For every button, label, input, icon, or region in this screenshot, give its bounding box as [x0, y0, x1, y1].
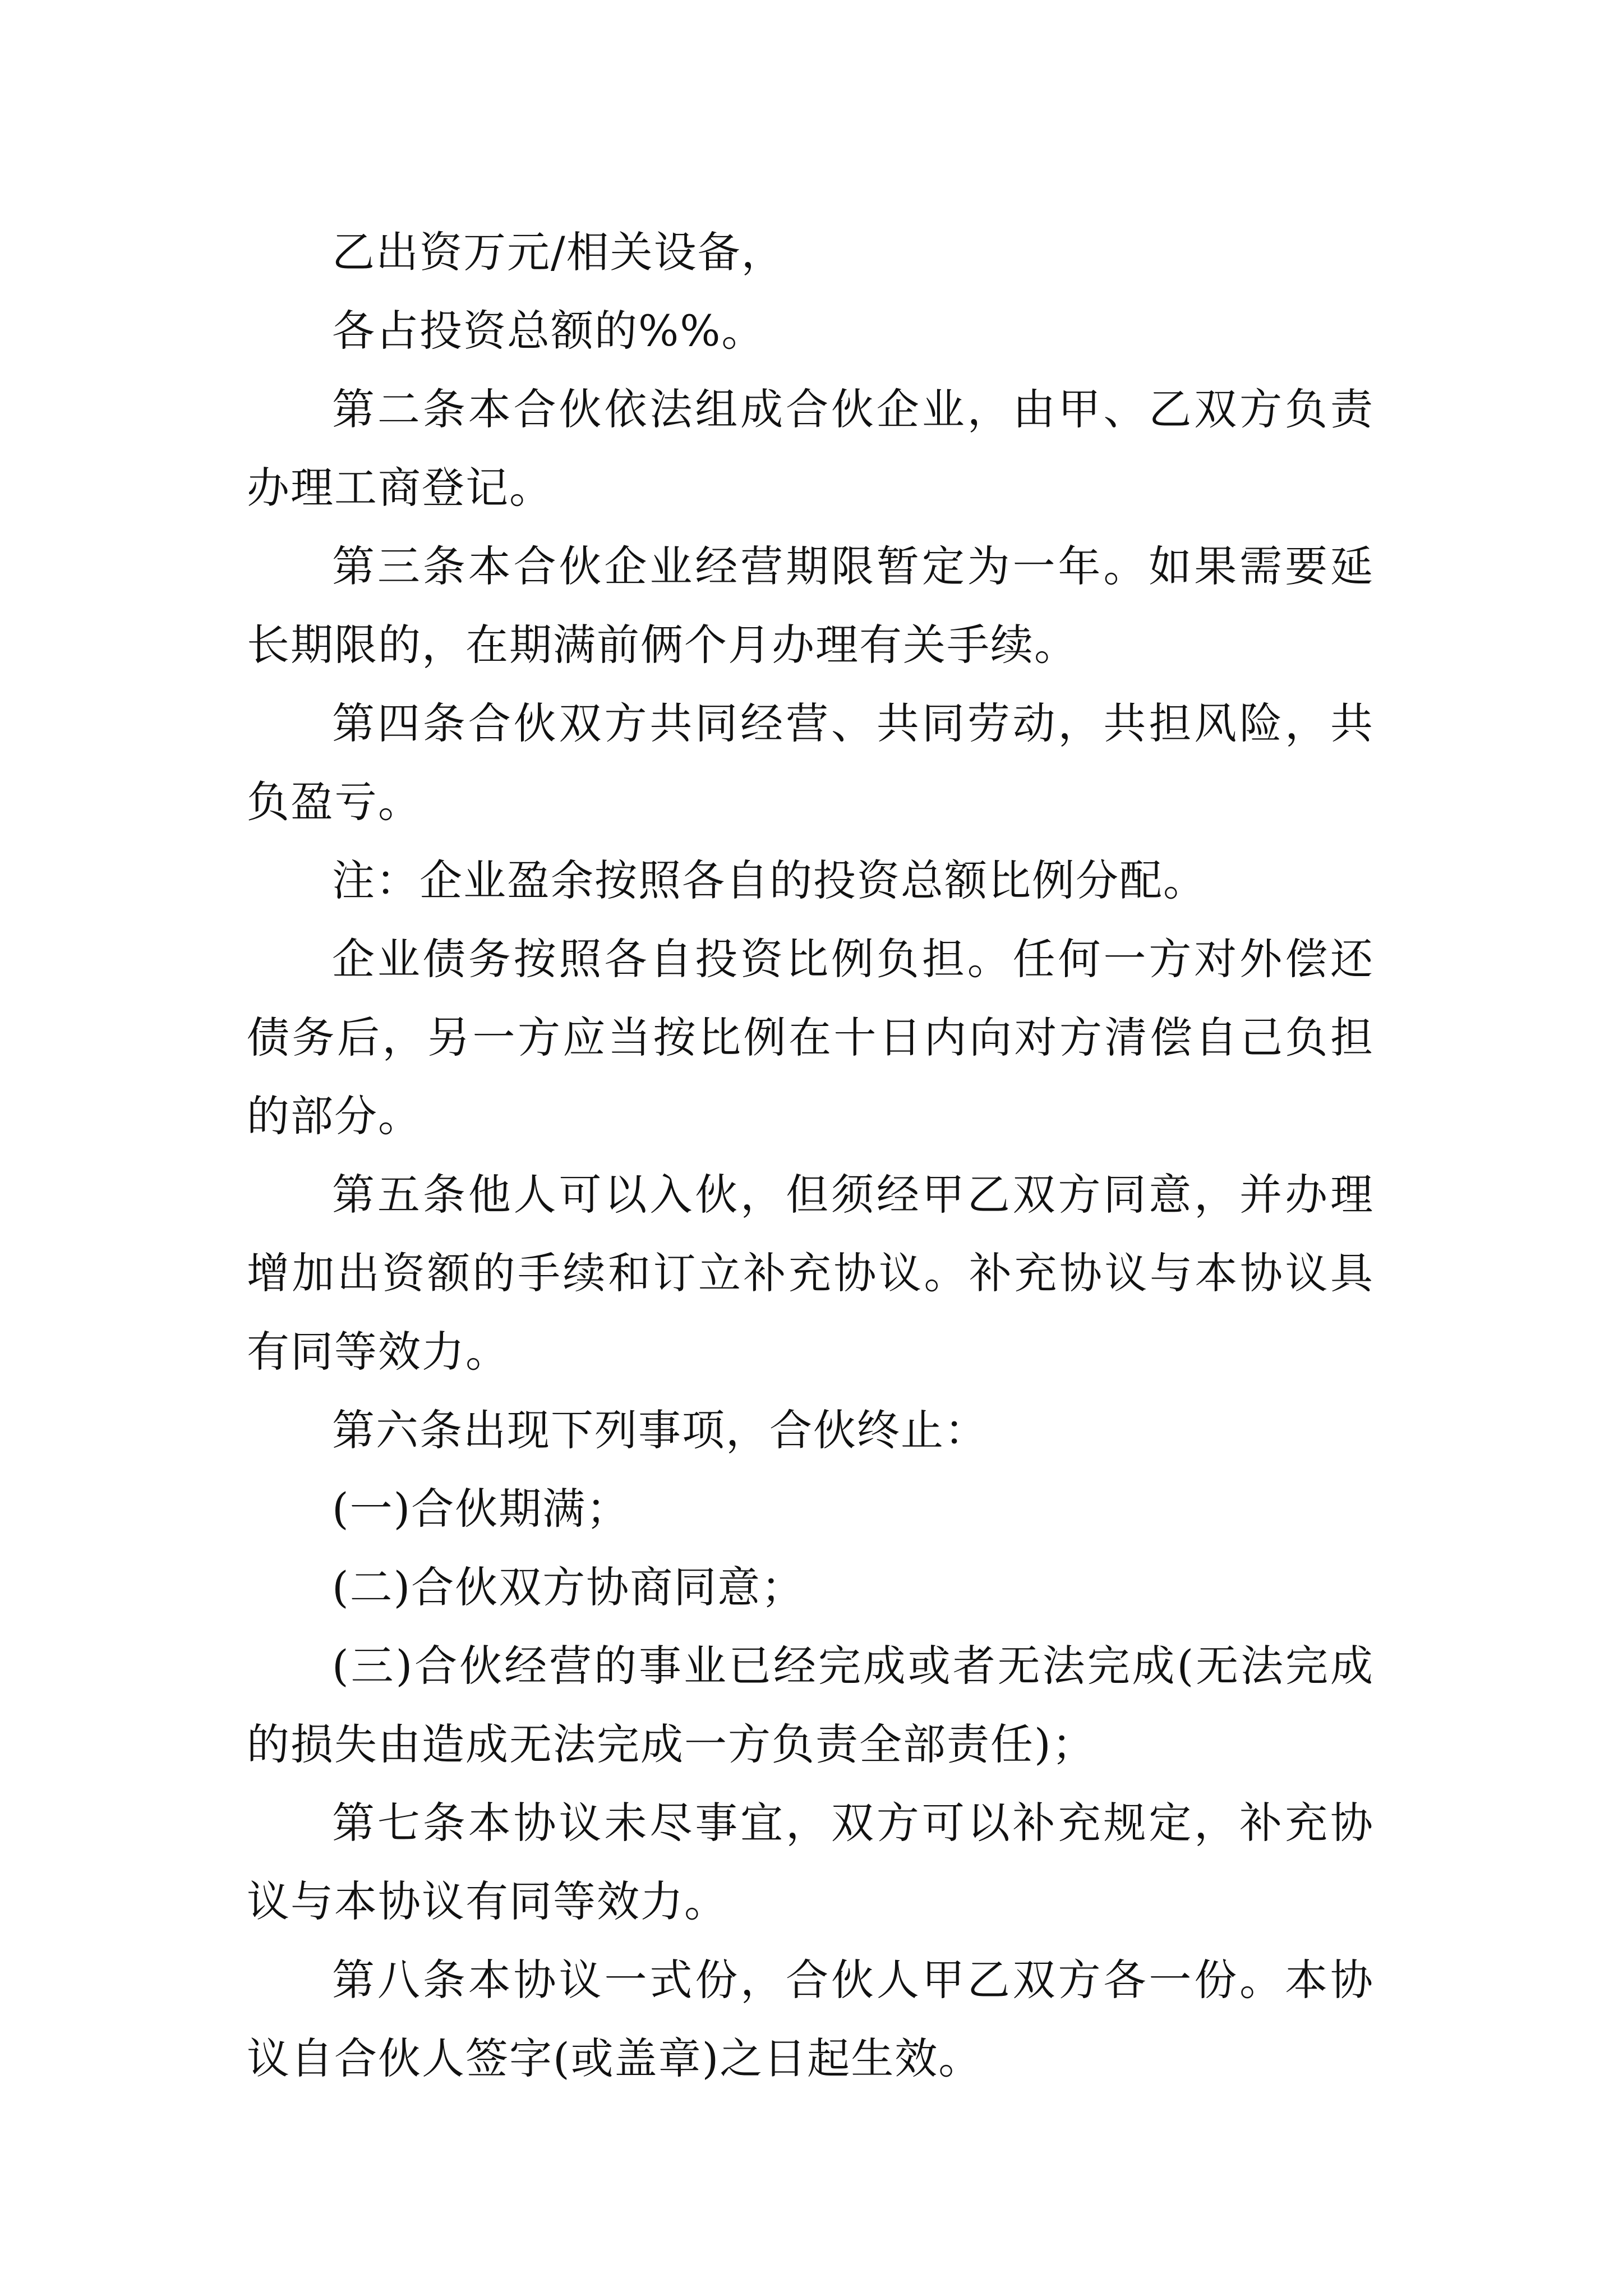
- paragraph-1: 乙出资万元/相关设备，: [332, 227, 785, 277]
- paragraph-6: 注：企业盈余按照各自的投资总额比例分配。: [332, 855, 1207, 905]
- paragraph-5: 第四条合伙双方共同经营、共同劳动，共担风险，共负盈亏。: [247, 698, 1374, 827]
- document-body: [247, 213, 1374, 2098]
- paragraph-7: 企业债务按照各自投资比例负担。任何一方对外偿还债务后，另一方应当按比例在十日内向对方清偿自己负担的部分。: [247, 934, 1374, 1141]
- paragraph-12: (三)合伙经营的事业已经完成或者无法完成(无法完成的损失由造成无法完成一方负责全部责任)；: [247, 1641, 1374, 1769]
- paragraph-14: 第八条本协议一式份，合伙人甲乙双方各一份。本协议自合伙人签字(或盖章)之日起生效。: [247, 1955, 1374, 2083]
- paragraph-13: 第七条本协议未尽事宜，双方可以补充规定，补充协议与本协议有同等效力。: [247, 1798, 1374, 1926]
- paragraph-4: 第三条本合伙企业经营期限暂定为一年。如果需要延长期限的，在期满前俩个月办理有关手续。: [247, 541, 1374, 670]
- paragraph-11: (二)合伙双方协商同意；: [332, 1562, 805, 1612]
- paragraph-10: (一)合伙期满；: [332, 1484, 630, 1534]
- paragraph-9: 第六条出现下列事项，合伙终止：: [332, 1405, 988, 1455]
- paragraph-8: 第五条他人可以入伙，但须经甲乙双方同意，并办理增加出资额的手续和订立补充协议。补充协议与本协议具有同等效力。: [247, 1170, 1374, 1377]
- paragraph-2: 各占投资总额的%%。: [332, 306, 766, 356]
- paragraph-3: 第二条本合伙依法组成合伙企业，由甲、乙双方负责办理工商登记。: [247, 384, 1374, 513]
